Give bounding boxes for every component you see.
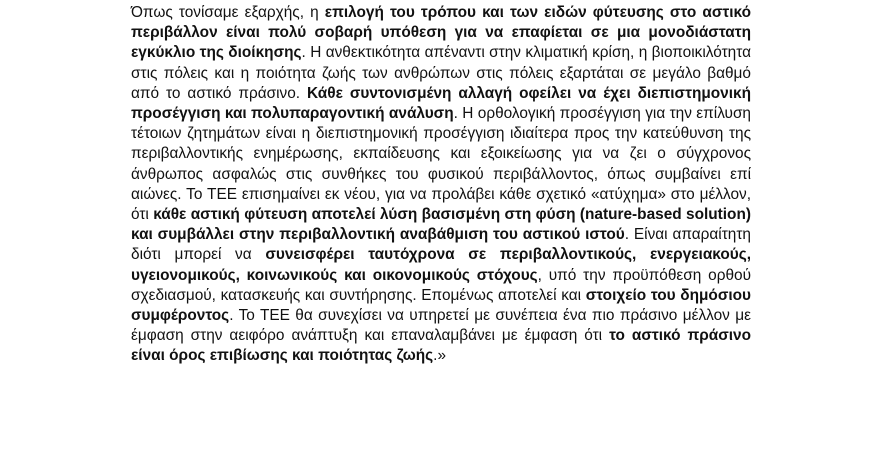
bold-text-segment: κάθε αστική φύτευση αποτελεί λύση βασισμένη στη φύση (nature-based solution) και συμβάλλει στην περιβαλλοντική αναβάθμιση του αστικού ιστού [131, 206, 751, 244]
bold-text-segment: το αστικό πράσινο είναι όρος επιβίωσης και ποιότητας ζωής [131, 327, 751, 365]
text-segment: .» [433, 347, 447, 365]
document-body [131, 3, 751, 367]
text-segment: . Η ορθολογική προσέγγιση για την επίλυση τέτοιων ζητημάτων είναι η διεπιστημονική προσέγγιση ιδιαίτερα προς την κατεύθυνση της περιβαλλοντικής ενημέρωσης, εκπαίδευσης και εξοικείωσης για να ζει ο σύγχρονος άνθρωπος ασφαλώς στις συνθήκες του φυσικού περιβάλλοντος, όπως συμβαίνει επί αιώνες. Το ΤΕΕ επισημαίνει εκ νέου, για να προλάβει κάθε σχετικό «ατύχημα» στο μέλλον, ότι [131, 105, 751, 224]
bold-text-segment: συνεισφέρει ταυτόχρονα σε περιβαλλοντικούς, ενεργειακούς, υγειονομικούς, κοινωνικούς και οικονομικούς στόχους [131, 246, 751, 284]
text-segment: Όπως τονίσαμε εξαρχής, η [131, 4, 325, 21]
bold-text-segment: Κάθε συντονισμένη αλλαγή οφείλει να έχει διεπιστημονική προσέγγιση και πολυπαραγοντική ανάλυση [131, 84, 751, 123]
text-segment: . Είναι απαραίτητη διότι μπορεί να [131, 226, 751, 264]
text-segment: , υπό την προϋπόθεση ορθού σχεδιασμού, κατασκευής και συντήρησης. Επομένως αποτελεί και [131, 266, 752, 304]
text-segment: . Το ΤΕΕ θα συνεχίσει να υπηρετεί με συνέπεια ένα πιο πράσινο μέλλον με έμφαση στην αειφόρο ανάπτυξη και επαναλαμβάνει με έμφαση ότι [131, 307, 751, 345]
text-segment: . Η ανθεκτικότητα απέναντι στην κλιματική κρίση, η βιοποικιλότητα στις πόλεις και η ποιότητα ζωής των ανθρώπων στις πόλεις εξαρτάται σε μεγάλο βαθμό από το αστικό πράσινο. [131, 44, 751, 102]
paragraph [131, 3, 751, 367]
bold-text-segment: στοιχείο του δημόσιου συμφέροντος [131, 286, 752, 325]
bold-text-segment: επιλογή του τρόπου και των ειδών φύτευσης στο αστικό περιβάλλον είναι πολύ σοβαρή υπόθεση για να επαφίεται σε μια μονοδιάστατη εγκύκλιο της διοίκησης [131, 4, 751, 62]
